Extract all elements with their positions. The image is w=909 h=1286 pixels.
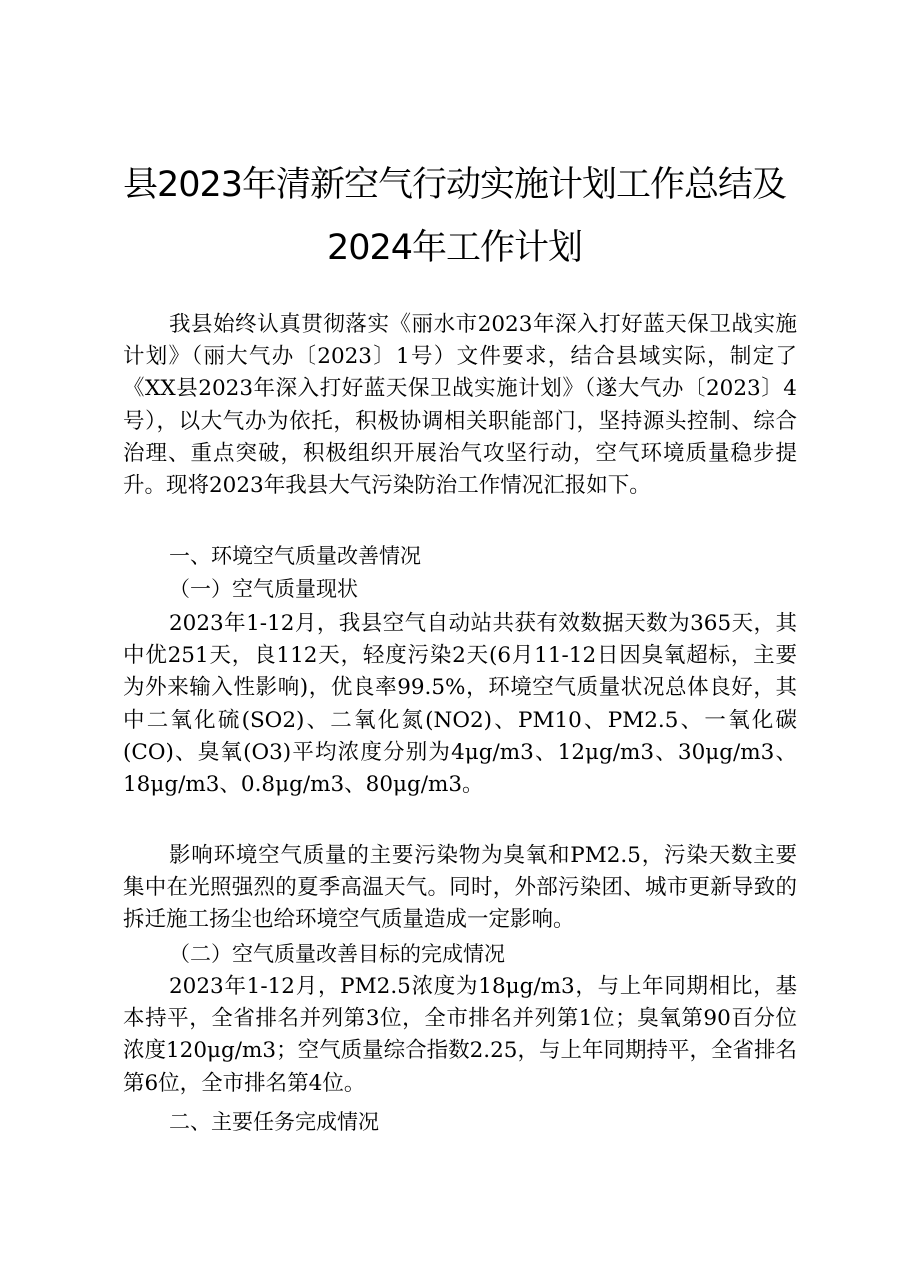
intro-paragraph: 我县始终认真贯彻落实《丽水市2023年深入打好蓝天保卫战实施计划》（丽大气办〔2023〕1号）文件要求，结合县域实际，制定了《XX县2023年深入打好蓝天保卫战实施计划》（遂大气办〔2023〕4号），以大气办为依托，积极协调相关职能部门，坚持源头控制、综合治理、重点突破，积极组织开展治气攻坚行动，空气环境质量稳步提升。现将2023年我县大气污染防治工作情况汇报如下。 bbox=[123, 312, 797, 499]
air-quality-status-paragraph: 2023年1-12月，我县空气自动站共获有效数据天数为365天，其中优251天，良112天，轻度污染2天(6月11-12日因臭氧超标，主要为外来输入性影响)，优良率99.5%，环境空气质量状况总体良好，其中二氧化硫(SO2)、二氧化氮(NO2)、PM10、PM2.5、一氧化碳(CO)、臭氧(O3)平均浓度分别为4μg/m3、12μg/m3、30μg/m3、18μg/m3、0.8μg/m3、80μg/m3。 bbox=[123, 611, 797, 798]
subsection-2-heading: （二）空气质量改善目标的完成情况 bbox=[169, 942, 505, 966]
section-1-heading: 一、环境空气质量改善情况 bbox=[169, 544, 421, 568]
pollution-factors-paragraph: 影响环境空气质量的主要污染物为臭氧和PM2.5，污染天数主要集中在光照强烈的夏季高温天气。同时，外部污染团、城市更新导致的拆迁施工扬尘也给环境空气质量造成一定影响。 bbox=[123, 843, 797, 933]
targets-completion-paragraph: 2023年1-12月，PM2.5浓度为18μg/m3，与上年同期相比，基本持平，全省排名并列第3位，全市排名并列第1位；臭氧第90百分位浓度120μg/m3；空气质量综合指数2.25，与上年同期持平，全省排名第6位，全市排名第4位。 bbox=[123, 974, 797, 1096]
subsection-1-heading: （一）空气质量现状 bbox=[169, 577, 358, 601]
document-title-line-2: 2024年工作计划 bbox=[326, 228, 583, 268]
document-title-line-1: 县2023年清新空气行动实施计划工作总结及 bbox=[122, 165, 787, 205]
section-2-heading: 二、主要任务完成情况 bbox=[169, 1110, 379, 1134]
